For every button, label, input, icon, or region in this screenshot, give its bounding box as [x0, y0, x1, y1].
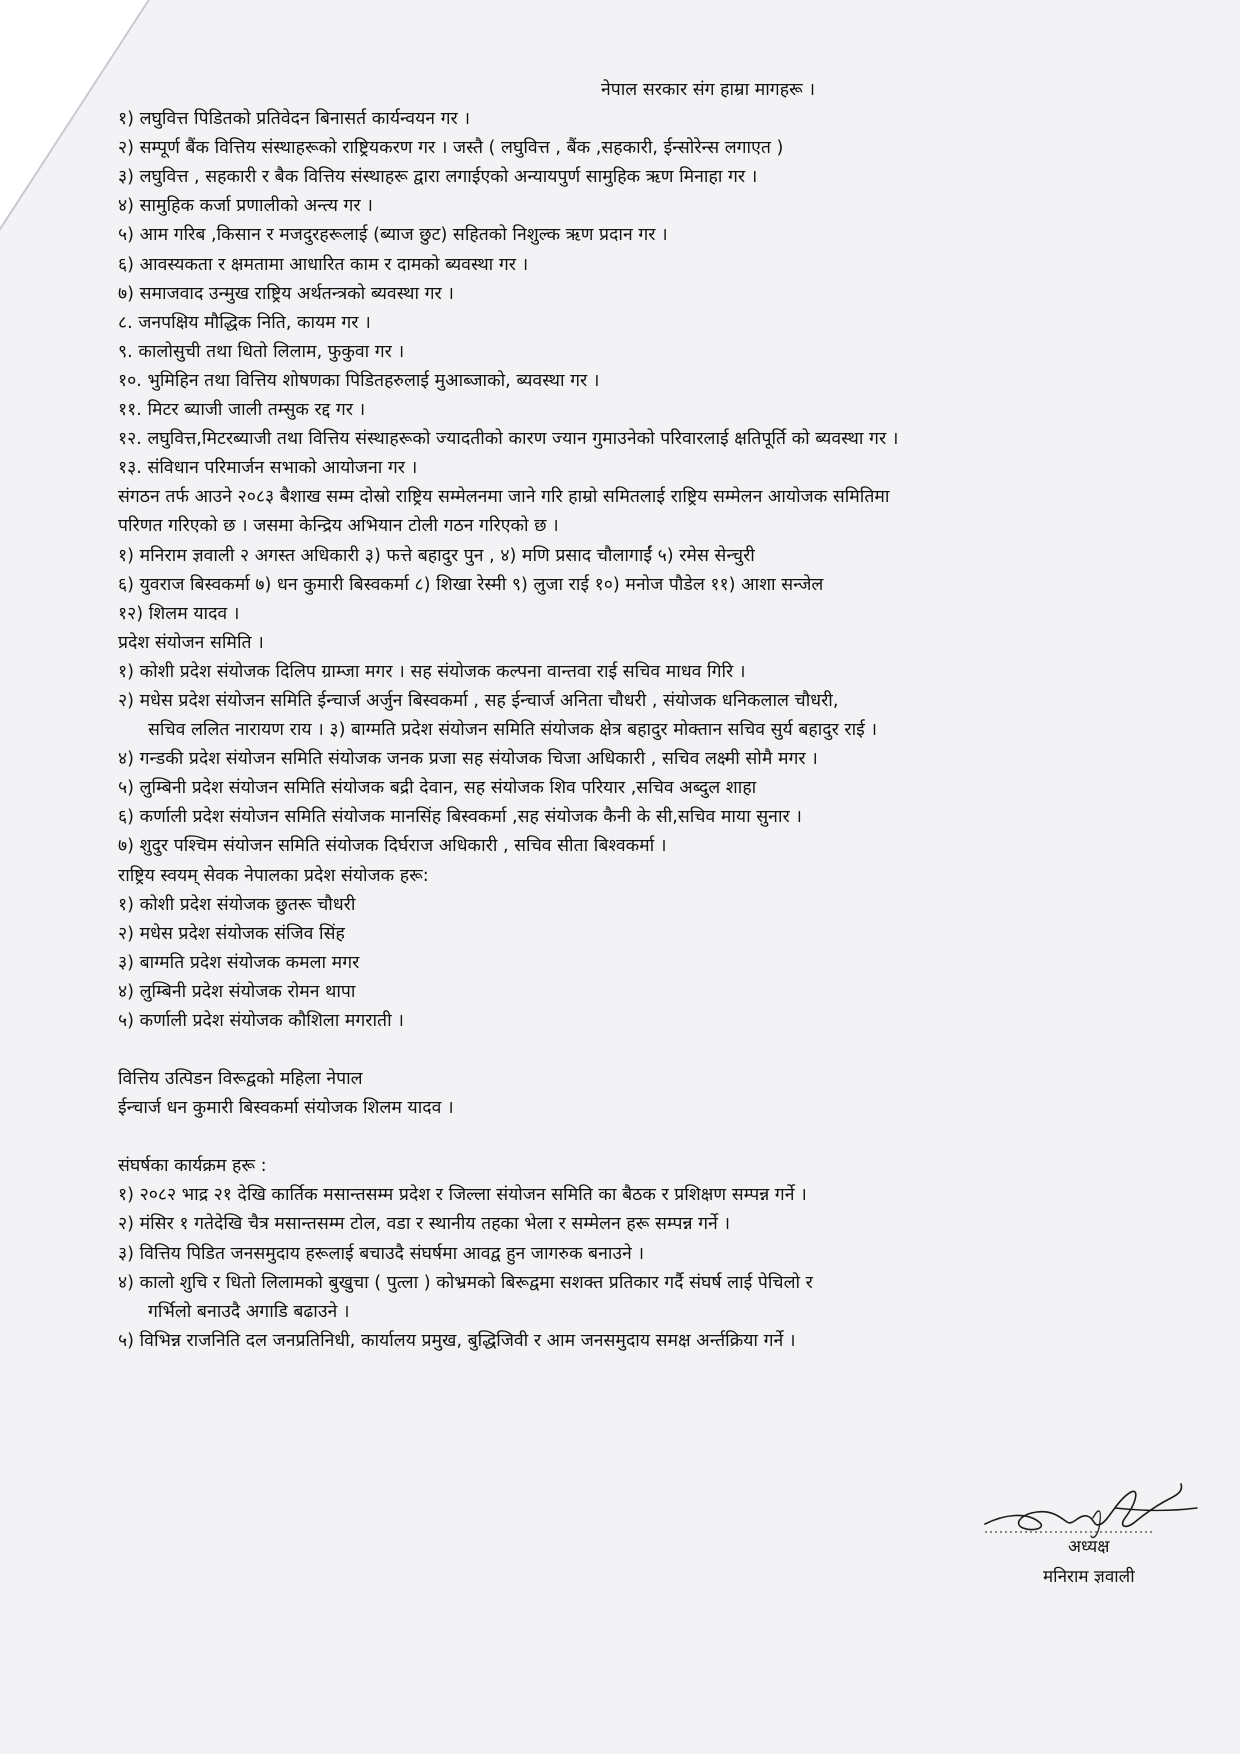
signature-block — [975, 1470, 1205, 1610]
demand-item: ६) आवस्यकता र क्षमतामा आधारित काम र दामको ब्यवस्था गर । — [118, 254, 529, 275]
committee-item: २) मधेस प्रदेश संयोजन समिति ईन्चार्ज अर्जुन बिस्वकर्मा , सह ईन्चार्ज अनिता चौधरी , संयोजक धनिकलाल चौधरी, — [118, 690, 839, 711]
document-body — [118, 76, 1188, 1356]
program-item: गर्भिलो बनाउदै अगाडि बढाउने । — [148, 1301, 350, 1322]
programs-section — [118, 1152, 1188, 1356]
spacer — [118, 1123, 1188, 1152]
demand-item: ७) समाजवाद उन्मुख राष्ट्रिय अर्थतन्त्रको ब्यवस्था गर । — [118, 283, 454, 304]
women-leads: ईन्चार्ज धन कुमारी बिस्वकर्मा संयोजक शिलम यादव । — [118, 1098, 454, 1119]
volunteer-item: १) कोशी प्रदेश संयोजक छुतरू चौधरी — [118, 894, 356, 915]
committee-item: सचिव ललित नारायण राय । ३) बाग्मति प्रदेश संयोजन समिति संयोजक क्षेत्र बहादुर मोक्तान सचिव सुर्य बहादुर राई । — [148, 720, 878, 741]
campaign-members: ६) युवराज बिस्वकर्मा ७) धन कुमारी बिस्वकर्मा ८) शिखा रेस्मी ९) लुजा राई १०) मनोज पौडेल ११) आशा सन्जेल — [118, 574, 824, 595]
demand-item: १३. संविधान परिमार्जन सभाको आयोजना गर । — [118, 458, 418, 479]
program-item: १) २०८२ भाद्र २१ देखि कार्तिक मसान्तसम्म प्रदेश र जिल्ला संयोजन समिति का बैठक र प्रशिक्षण सम्पन्न गर्ने । — [118, 1185, 807, 1206]
demand-item: ३) लघुवित्त , सहकारी र बैक वित्तिय संस्थाहरू द्वारा लगाईएको अन्यायपुर्ण सामुहिक ऋण मिनाहा गर । — [118, 167, 758, 188]
provincial-committee-section — [118, 629, 1188, 862]
organization-paragraph: परिणत गरिएको छ । जसमा केन्द्रिय अभियान टोली गठन गरिएको छ । — [118, 516, 559, 537]
document-title: नेपाल सरकार संग हाम्रा मागहरू । — [600, 80, 815, 100]
demand-item: ११. मिटर ब्याजी जाली तम्सुक रद्द गर । — [118, 400, 366, 421]
signatory-name: मनिराम ज्ञवाली — [1043, 1567, 1135, 1587]
committee-item: ७) शुदुर पश्चिम संयोजन समिति संयोजक दिर्घराज अधिकारी , सचिव सीता बिश्वकर्मा । — [118, 836, 667, 857]
demand-item: ५) आम गरिब ,किसान र मजदुरहरूलाई (ब्याज छुट) सहितको निशुल्क ऋण प्रदान गर । — [118, 225, 668, 246]
program-item: ४) कालो शुचि र धितो लिलामको बुखुचा ( पुत्ला ) कोभ्रमको बिरूद्वमा सशक्त प्रतिकार गर्दै संघर्ष लाई पेचिलो र — [118, 1272, 813, 1293]
demand-item: ९. कालोसुची तथा धितो लिलाम, फुकुवा गर । — [118, 341, 405, 362]
program-item: ३) वित्तिय पिडित जनसमुदाय हरूलाई बचाउदै संघर्षमा आवद्व हुन जागरुक बनाउने । — [118, 1243, 645, 1264]
demand-item: १०. भुमिहिन तथा वित्तिय शोषणका पिडितहरुलाई मुआब्जाको, ब्यवस्था गर । — [118, 370, 600, 391]
committee-item: १) कोशी प्रदेश संयोजक दिलिप ग्राम्जा मगर । सह संयोजक कल्पना वान्तवा राई सचिव माधव गिरि । — [118, 661, 746, 682]
organization-paragraph: संगठन तर्फ आउने २०८३ बैशाख सम्म दोस्रो राष्ट्रिय सम्मेलनमा जाने गरि हाम्रो समितलाई राष्ट्रिय सम्मेलन आयोजक समितिमा — [118, 487, 890, 508]
volunteer-item: ३) बाग्मति प्रदेश संयोजक कमला मगर — [118, 952, 360, 973]
volunteers-section — [118, 862, 1188, 1037]
campaign-members: १२) शिलम यादव । — [118, 603, 240, 624]
volunteer-item: ५) कर्णाली प्रदेश संयोजक कौशिला मगराती । — [118, 1011, 404, 1031]
section-heading: संघर्षका कार्यक्रम हरू : — [118, 1156, 267, 1177]
committee-item: ४) गन्डकी प्रदेश संयोजन समिति संयोजक जनक प्रजा सह संयोजक चिजा अधिकारी , सचिव लक्ष्मी सोमै मगर । — [118, 749, 818, 770]
volunteer-item: ४) लुम्बिनी प्रदेश संयोजक रोमन थापा — [118, 981, 356, 1002]
demand-item: १) लघुवित्त पिडितको प्रतिवेदन बिनासर्त कार्यन्वयन गर । — [118, 109, 470, 130]
section-heading: प्रदेश संयोजन समिति । — [118, 632, 264, 653]
demand-item: ८. जनपक्षिय मौद्धिक निति, कायम गर । — [118, 312, 371, 333]
section-heading: राष्ट्रिय स्वयम् सेवक नेपालका प्रदेश संयोजक हरू: — [118, 865, 429, 886]
program-item: २) मंसिर १ गतेदेखि चैत्र मसान्तसम्म टोल, वडा र स्थानीय तहका भेला र सम्मेलन हरू सम्पन्न गर्ने । — [118, 1214, 731, 1235]
campaign-members: १) मनिराम ज्ञवाली २ अगस्त अधिकारी ३) फत्ते बहादुर पुन , ४) मणि प्रसाद चौलागाईं ५) रमेस सेन्चुरी — [118, 545, 755, 566]
women-heading: वित्तिय उत्पिडन विरूद्वको महिला नेपाल — [118, 1069, 363, 1090]
committee-item: ६) कर्णाली प्रदेश संयोजन समिति संयोजक मानसिंह बिस्वकर्मा ,सह संयोजक कैनी के सी,सचिव माया सुनार । — [118, 807, 802, 828]
demand-item: २) सम्पूर्ण बैंक वित्तिय संस्थाहरूको राष्ट्रियकरण गर । जस्तै ( लघुवित्त , बैंक ,सहकारी, ईन्सोरेन्स लगाएत ) — [118, 138, 784, 159]
program-item: ५) विभिन्न राजनिति दल जनप्रतिनिधी, कार्यालय प्रमुख, बुद्धिजिवी र आम जनसमुदाय समक्ष अर्न्तक्रिया गर्ने । — [118, 1330, 796, 1351]
demands-list — [118, 105, 1188, 483]
signatory-title: अध्यक्ष — [1068, 1537, 1110, 1557]
committee-item: ५) लुम्बिनी प्रदेश संयोजन समिति संयोजक बद्री देवान, सह संयोजक शिव परियार ,सचिव अब्दुल शाहा — [118, 778, 757, 799]
demand-item: १२. लघुवित्त,मिटरब्याजी तथा वित्तिय संस्थाहरूको ज्यादतीको कारण ज्यान गुमाउनेको परिवारलाई क्षतिपूर्ति को ब्यवस्था गर । — [118, 429, 899, 450]
spacer — [118, 1036, 1188, 1065]
women-section — [118, 1065, 1188, 1123]
organization-section — [118, 483, 1188, 628]
volunteer-item: २) मधेस प्रदेश संयोजक संजिव सिंह — [118, 923, 345, 944]
demand-item: ४) सामुहिक कर्जा प्रणालीको अन्त्य गर । — [118, 196, 373, 217]
